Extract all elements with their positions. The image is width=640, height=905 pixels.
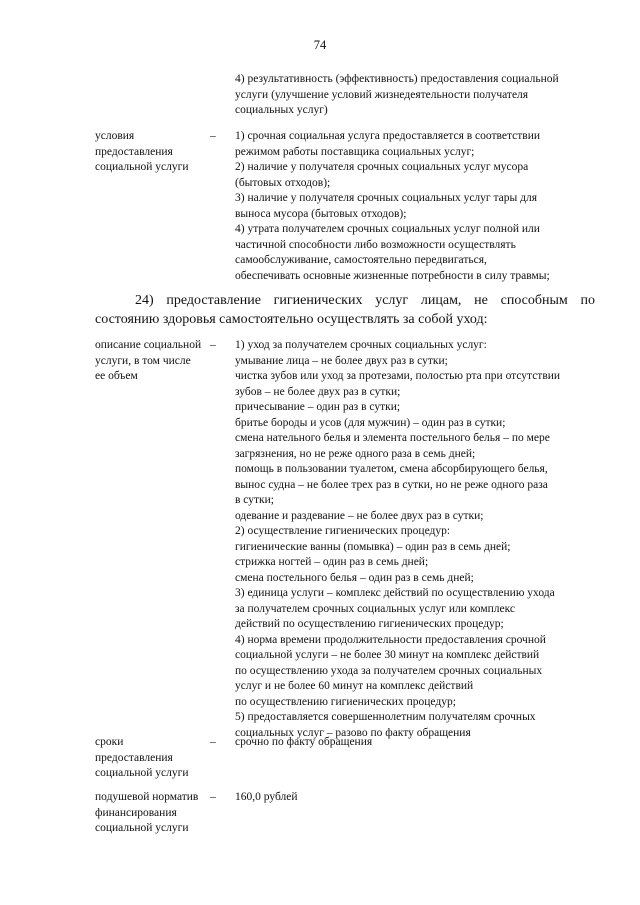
text-line: гигиенические ванны (помывка) – один раз в семь дней; xyxy=(235,540,511,553)
description-value xyxy=(235,338,610,741)
page-number: 74 xyxy=(313,38,327,52)
description-dash: – xyxy=(210,339,216,351)
text-line: срочно по факту обращения xyxy=(235,736,373,748)
funding-dash: – xyxy=(210,791,216,803)
heading-line: состоянию здоровья самостоятельно осуществлять за собой уход: xyxy=(95,312,488,327)
label-line: предоставления xyxy=(95,751,173,764)
heading-line: 24) предоставление гигиенических услуг лицам, не способным по xyxy=(135,293,595,308)
terms-label xyxy=(95,735,213,782)
text-line: действий по осуществлению гигиенических процедур; xyxy=(235,618,504,630)
label-line: социальной услуги xyxy=(95,161,189,173)
text-line: стрижка ногтей – один раз в семь дней; xyxy=(235,556,429,568)
label-line: социальной услуги xyxy=(95,822,189,834)
label-line: подушевой норматив xyxy=(95,791,199,803)
text-line: одевание и раздевание – не более двух раз в сутки; xyxy=(235,509,484,522)
text-line: 4) результативность (эффективность) предоставления социальной xyxy=(235,73,559,85)
text-line: режимом работы поставщика социальных услуг; xyxy=(235,145,475,158)
conditions-label xyxy=(95,129,213,176)
text-line: 2) наличие у получателя срочных социальных услуг мусора xyxy=(235,161,529,173)
result-value xyxy=(235,72,610,119)
text-line: 4) норма времени продолжительности предоставления срочной xyxy=(235,633,546,646)
text-line: 2) осуществление гигиенических процедур: xyxy=(235,525,451,537)
terms-dash: – xyxy=(210,736,216,748)
text-line: 160,0 рублей xyxy=(235,791,298,803)
text-line: обеспечивать основные жизненные потребности в силу травмы; xyxy=(235,269,550,282)
text-line: 5) предоставляется совершеннолетним получателям срочных xyxy=(235,711,536,723)
text-line: 4) утрата получателем срочных социальных услуг полной или xyxy=(235,223,540,235)
text-line: смена постельного белья – один раз в семь дней; xyxy=(235,571,474,584)
description-label xyxy=(95,338,213,385)
text-line: социальных услуг – разово по факту обращения xyxy=(235,726,471,739)
conditions-dash: – xyxy=(210,130,216,142)
text-line: умывание лица – не более двух раз в сутки; xyxy=(235,354,448,367)
text-line: социальных услуг) xyxy=(235,104,328,116)
label-line: социальной услуги xyxy=(95,767,189,779)
terms-value xyxy=(235,735,610,751)
text-line: выноса мусора (бытовых отходов); xyxy=(235,207,407,220)
text-line: зубов – не более двух раз в сутки; xyxy=(235,385,401,398)
text-line: смена нательного белья и элемента постельного белья – по мере xyxy=(235,432,550,444)
text-line: социальной услуги – не более 30 минут на комплекс действий xyxy=(235,649,540,661)
text-line: бритье бороды и усов (для мужчин) – один раз в сутки; xyxy=(235,416,506,429)
text-line: по осуществлению гигиенических процедур; xyxy=(235,695,456,708)
text-line: (бытовых отходов); xyxy=(235,176,331,189)
text-line: по осуществлению ухода за получателем срочных социальных xyxy=(235,664,543,677)
label-line: сроки xyxy=(95,736,124,748)
text-line: частичной способности либо возможности осуществлять xyxy=(235,238,516,251)
text-line: услуг и не более 60 минут на комплекс действий xyxy=(235,680,474,692)
text-line: услуги (улучшение условий жизнедеятельности получателя xyxy=(235,88,529,101)
text-line: вынос судна – не более трех раз в сутки, но не реже одного раза xyxy=(235,478,548,491)
text-line: загрязнения, но не реже одного раза в семь дней; xyxy=(235,447,476,460)
text-line: самообслуживание, самостоятельно передвигаться, xyxy=(235,254,487,266)
text-line: 3) единица услуги – комплекс действий по осуществлению ухода xyxy=(235,587,555,599)
label-line: услуги, в том числе xyxy=(95,354,191,367)
label-line: ее объем xyxy=(95,370,138,382)
text-line: чистка зубов или уход за протезами, полостью рта при отсутствии xyxy=(235,370,561,382)
text-line: помощь в пользовании туалетом, смена абсорбирующего белья, xyxy=(235,463,548,475)
text-line: в сутки; xyxy=(235,494,274,506)
label-line: финансирования xyxy=(95,806,177,819)
funding-label xyxy=(95,790,213,837)
text-line: причесывание – один раз в сутки; xyxy=(235,401,401,413)
label-line: описание социальной xyxy=(95,339,202,351)
text-line: 3) наличие у получателя срочных социальных услуг тары для xyxy=(235,192,538,204)
text-line: за получателем срочных социальных услуг или комплекс xyxy=(235,602,516,615)
label-line: предоставления xyxy=(95,145,173,158)
text-line: 1) уход за получателем срочных социальных услуг: xyxy=(235,339,487,351)
label-line: условия xyxy=(95,130,135,142)
text-line: 1) срочная социальная услуга предоставляется в соответствии xyxy=(235,130,541,142)
conditions-value xyxy=(235,129,610,284)
section-heading xyxy=(95,291,595,329)
funding-value xyxy=(235,790,610,806)
